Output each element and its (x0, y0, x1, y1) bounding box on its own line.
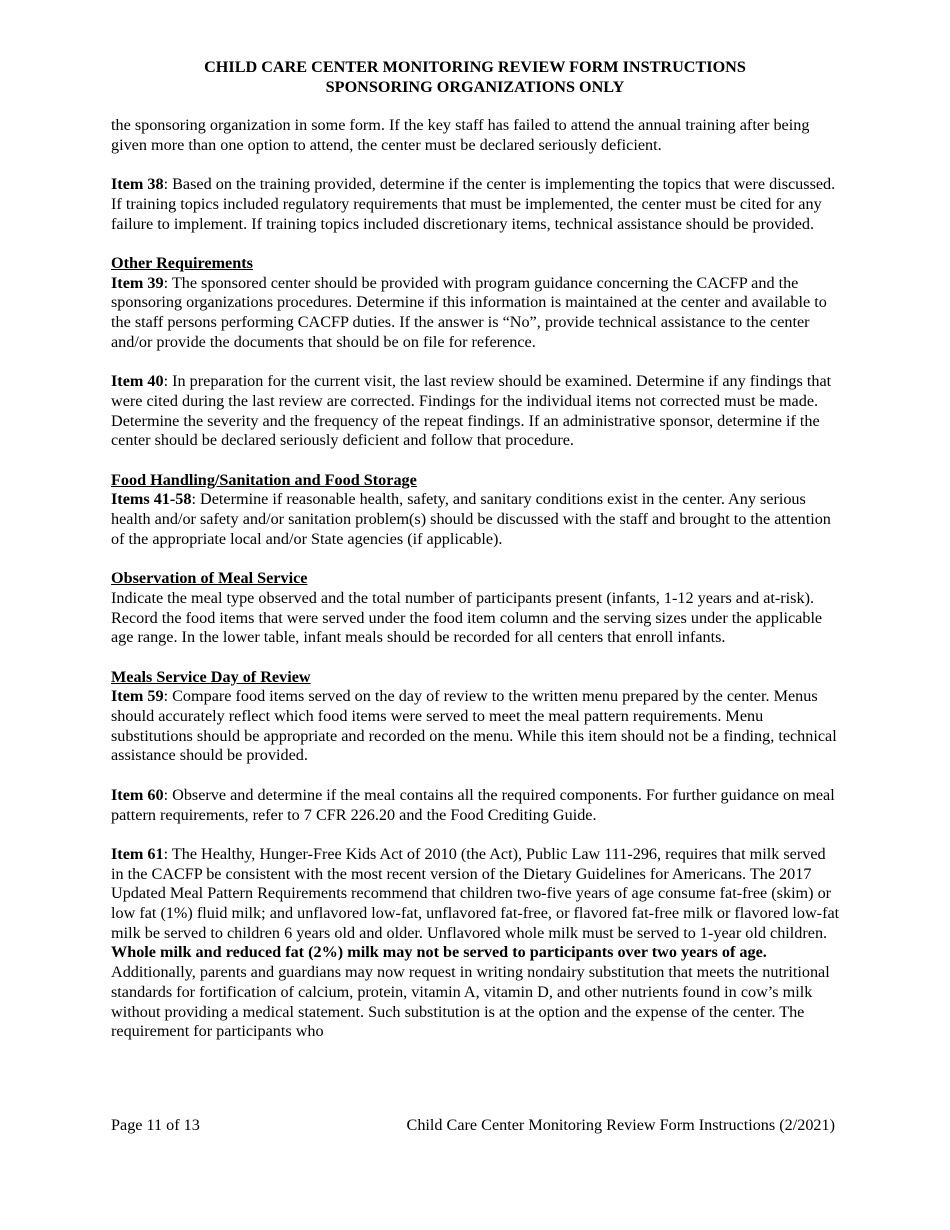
observation-paragraph: Indicate the meal type observed and the total number of participants present (infants, 1-12 years and at-risk). Record the food items that were served under the food item column and the serving sizes under the applicable age range. In the lower table, infant meals should be recorded for all centers that enroll infants. (111, 588, 823, 647)
section-heading-observation: Observation of Meal Service (111, 569, 308, 588)
item-40-paragraph (111, 372, 842, 451)
section-heading-other-requirements: Other Requirements (111, 253, 253, 272)
item-61-paragraph (111, 845, 842, 1042)
footer-page-number: Page 11 of 13 (111, 1116, 200, 1134)
continuation-paragraph: the sponsoring organization in some form. If the key staff has failed to attend the annual training after being given more than one option to attend, the center must be declared seriously deficient. (111, 116, 810, 154)
section-heading-food-handling: Food Handling/Sanitation and Food Storage (111, 470, 417, 489)
item-39-paragraph (111, 274, 842, 353)
item-60-paragraph (111, 786, 842, 825)
header-title-line2: SPONSORING ORGANIZATIONS ONLY (325, 78, 625, 96)
item-61-text-a: : The Healthy, Hunger-Free Kids Act of 2010 (the Act), Public Law 111-296, requires that milk served in the CACFP be consistent with the most recent version of the Dietary Guidelines for Americans. The 2017 Updated Meal Pattern Requirements recommend that children two-five years of age consume fat-free (skim) or low fat (1%) fluid milk; and unflavored low-fat, unflavored fat-free, or flavored fat-free milk or flavored low-fat milk be served to children 6 years old and older. Unflavored whole milk must be served to 1-year old children. (111, 844, 840, 942)
section-heading-meals-service: Meals Service Day of Review (111, 667, 311, 686)
item-39-text: : The sponsored center should be provided with program guidance concerning the CACFP and the sponsoring organizations procedures. Determine if this information is maintained at the center and available to the staff persons performing CACFP duties. If the answer is “No”, provide technical assistance to the center and/or provide the documents that should be on file for reference. (111, 273, 827, 351)
item-61-label: Item 61 (111, 844, 164, 863)
page-header (0, 57, 950, 97)
item-59-paragraph (111, 687, 842, 766)
document-body (111, 116, 842, 1042)
items-41-58-label: Items 41-58 (111, 490, 192, 509)
item-40-label: Item 40 (111, 372, 164, 391)
item-40-text: : In preparation for the current visit, the last review should be examined. Determine if any findings that were cited during the last review are corrected. Findings for the individual items not corrected must be made. Determine the severity and the frequency of the repeat findings. If an administrative sponsor, determine if the center should be declared seriously deficient and follow that procedure. (111, 372, 832, 450)
item-59-label: Item 59 (111, 687, 164, 706)
item-39-label: Item 39 (111, 273, 164, 292)
item-38-paragraph (111, 175, 842, 234)
items-41-58-text: : Determine if reasonable health, safety, and sanitary conditions exist in the center. Any serious health and/or safety and/or sanitation problem(s) should be discussed with the staff and brought to the attention of the appropriate local and/or State agencies (if applicable). (111, 490, 831, 548)
header-title-line1: CHILD CARE CENTER MONITORING REVIEW FORM INSTRUCTIONS (204, 58, 746, 76)
item-61-text-b: Additionally, parents and guardians may now request in writing nondairy substitution that meets the nutritional standards for fortification of calcium, protein, vitamin A, vitamin D, and other nutrients found in cow’s milk without providing a medical statement. Such substitution is at the option and the expense of the center. The requirement for participants who (111, 963, 830, 1041)
item-60-text: : Observe and determine if the meal contains all the required components. For further guidance on meal pattern requirements, refer to 7 CFR 226.20 and the Food Crediting Guide. (111, 785, 835, 824)
item-38-text: : Based on the training provided, determine if the center is implementing the topics that were discussed. If training topics included regulatory requirements that must be implemented, the center must be cited for any failure to implement. If training topics included discretionary items, technical assistance should be provided. (111, 175, 836, 233)
item-59-text: : Compare food items served on the day of review to the written menu prepared by the center. Menus should accurately reflect which food items were served to meet the meal pattern requirements. Menu substitutions should be appropriate and recorded on the menu. While this item should not be a finding, technical assistance should be provided. (111, 687, 837, 765)
item-61-bold-text: Whole milk and reduced fat (2%) milk may not be served to participants over two years of age. (111, 943, 767, 962)
items-41-58-paragraph (111, 490, 842, 549)
item-38-label: Item 38 (111, 175, 164, 194)
item-60-label: Item 60 (111, 785, 164, 804)
footer-document-title: Child Care Center Monitoring Review Form Instructions (2/2021) (406, 1116, 835, 1134)
